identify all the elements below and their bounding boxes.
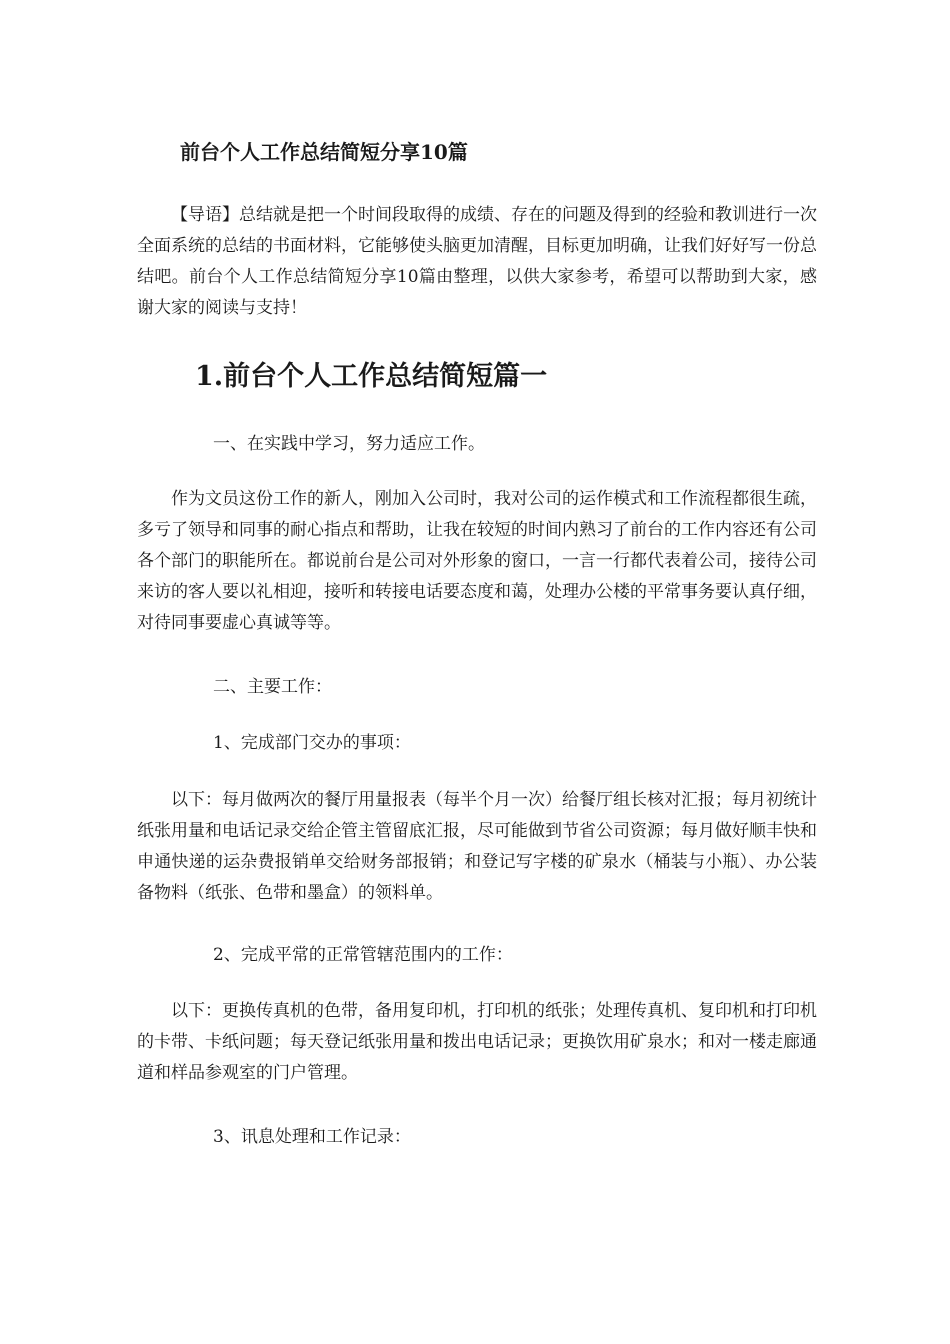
item1-title: 1、完成部门交办的事项： [213,733,411,753]
subheading-practice: 一、在实践中学习，努力适应工作。 [213,434,485,454]
intro-paragraph: 【导语】总结就是把一个时间段取得的成绩、存在的问题及得到的经验和教训进行一次全面系统的总结的书面材料，它能够使头脑更加清醒，目标更加明确，让我们好好写一份总结吧。前台个人工作总结简短分享10篇由整理，以供大家参考，希望可以帮助到大家，感谢大家的阅读与支持！ [137,205,817,318]
item1-body: 以下：每月做两次的餐厅用量报表（每半个月一次）给餐厅组长核对汇报；每月初统计纸张用量和电话记录交给企管主管留底汇报，尽可能做到节省公司资源；每月做好顺丰快和申通快递的运杂费报销单交给财务部报销；和登记写字楼的矿泉水（桶装与小瓶）、办公装备物料（纸张、色带和墨盒）的领料单。 [137,790,817,903]
paragraph-new-employee: 作为文员这份工作的新人，刚加入公司时，我对公司的运作模式和工作流程都很生疏，多亏了领导和同事的耐心指点和帮助，让我在较短的时间内熟习了前台的工作内容还有公司各个部门的职能所在。都说前台是公司对外形象的窗口，一言一行都代表着公司，接待公司来访的客人要以礼相迎，接听和转接电话要态度和蔼，处理办公楼的平常事务要认真仔细，对待同事要虚心真诚等等。 [137,489,817,633]
document-title: 前台个人工作总结简短分享10篇 [180,140,468,164]
item3-title: 3、讯息处理和工作记录： [213,1127,411,1147]
item2-title: 2、完成平常的正常管辖范围内的工作： [213,945,513,965]
item2-body: 以下：更换传真机的色带，备用复印机，打印机的纸张；处理传真机、复印机和打印机的卡带、卡纸问题；每天登记纸张用量和拨出电话记录；更换饮用矿泉水；和对一楼走廊通道和样品参观室的门户管理。 [137,1001,817,1083]
section-heading: 1.前台个人工作总结简短篇一 [195,361,548,392]
subheading-main-work: 二、主要工作： [213,677,332,697]
